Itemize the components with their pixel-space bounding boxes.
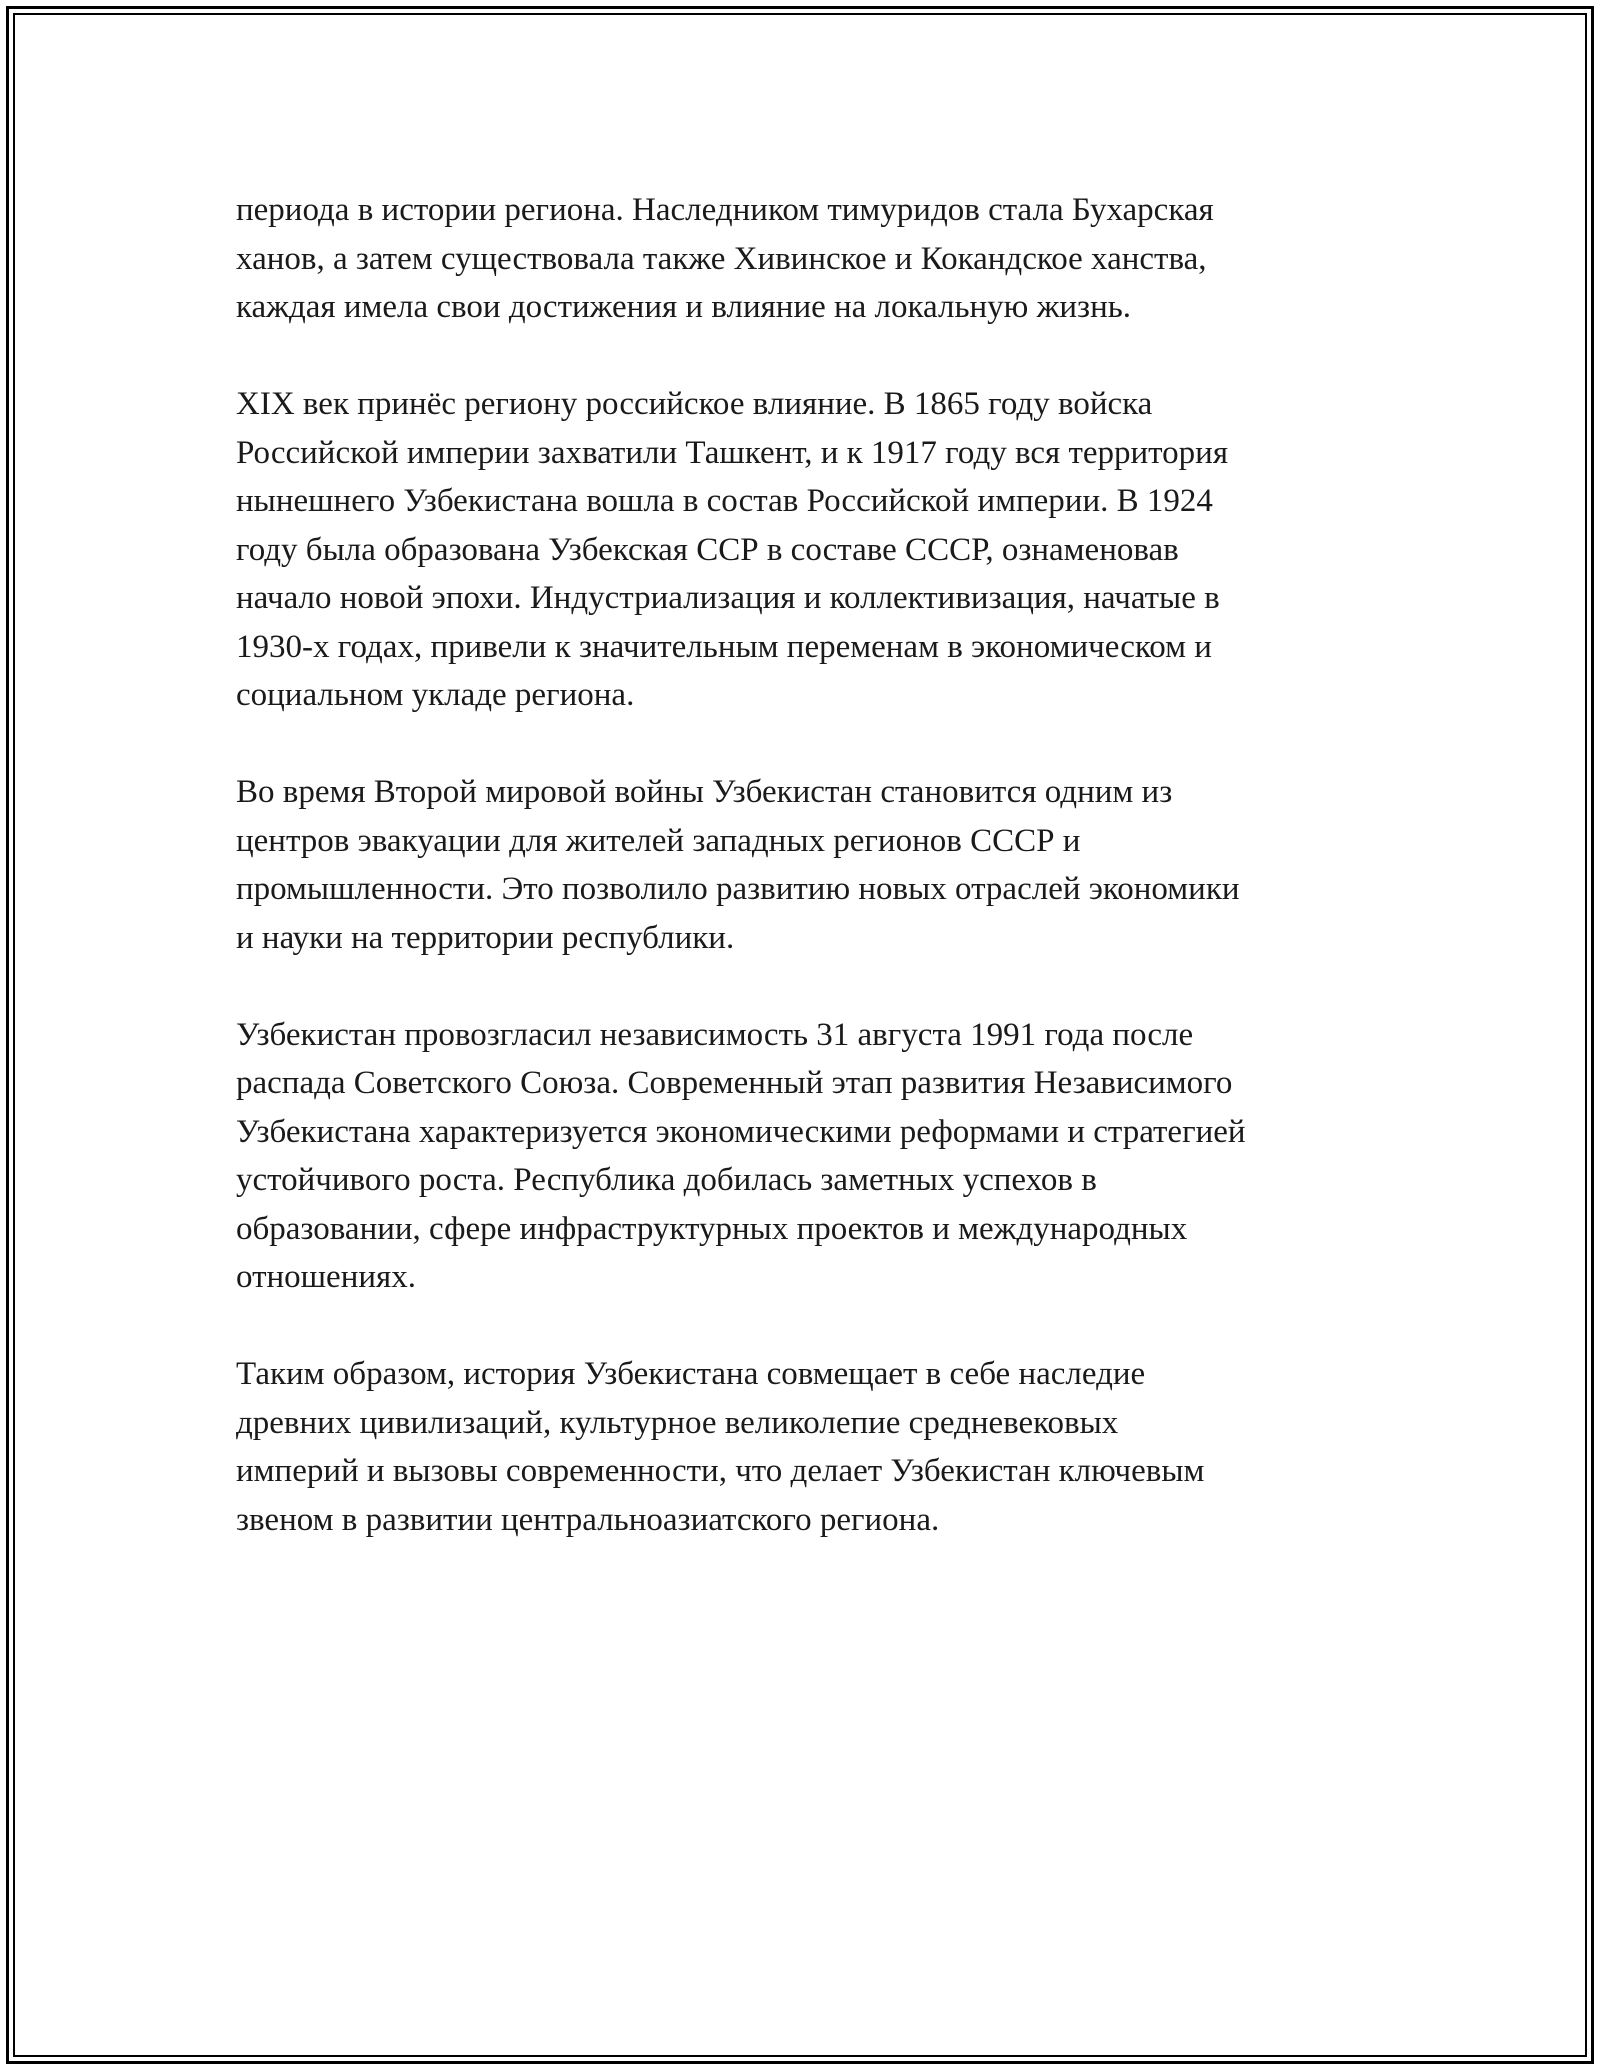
paragraph: Во время Второй мировой войны Узбекистан становится одним из центров эвакуации для жителей западных регионов СССР и промышленности. Это позволило развитию новых отраслей экономики и науки на территории республики. <box>236 774 1240 956</box>
paragraph: XIX век принёс региону российское влияние. В 1865 году войска Российской империи захватили Ташкент, и к 1917 году вся территория нынешнего Узбекистана вошла в состав Российской империи. В 1924 году была образована Узбекская ССР в составе СССР, ознаменовав начало новой эпохи. Индустриализация и коллективизация, начатые в 1930-х годах, привели к значительным переменам в экономическом и социальном укладе региона. <box>236 386 1228 713</box>
paragraph: Таким образом, история Узбекистана совмещает в себе наследие древних цивилизаций, культурное великолепие средневековых империй и вызовы современности, что делает Узбекистан ключевым звеном в развитии центральноазиатского региона. <box>236 1356 1205 1538</box>
paragraph: периода в истории региона. Наследником тимуридов стала Бухарская ханов, а затем существовала также Хивинское и Кокандское ханства, каждая имела свои достижения и влияние на локальную жизнь. <box>236 192 1214 325</box>
document-body <box>236 186 1386 1593</box>
paragraph: Узбекистан провозгласил независимость 31 августа 1991 года после распада Советского Союза. Современный этап развития Независимого Узбекистана характеризуется экономическими реформами и стратегией устойчивого роста. Республика добилась заметных успехов в образовании, сфере инфраструктурных проектов и международных отношениях. <box>236 1016 1246 1295</box>
